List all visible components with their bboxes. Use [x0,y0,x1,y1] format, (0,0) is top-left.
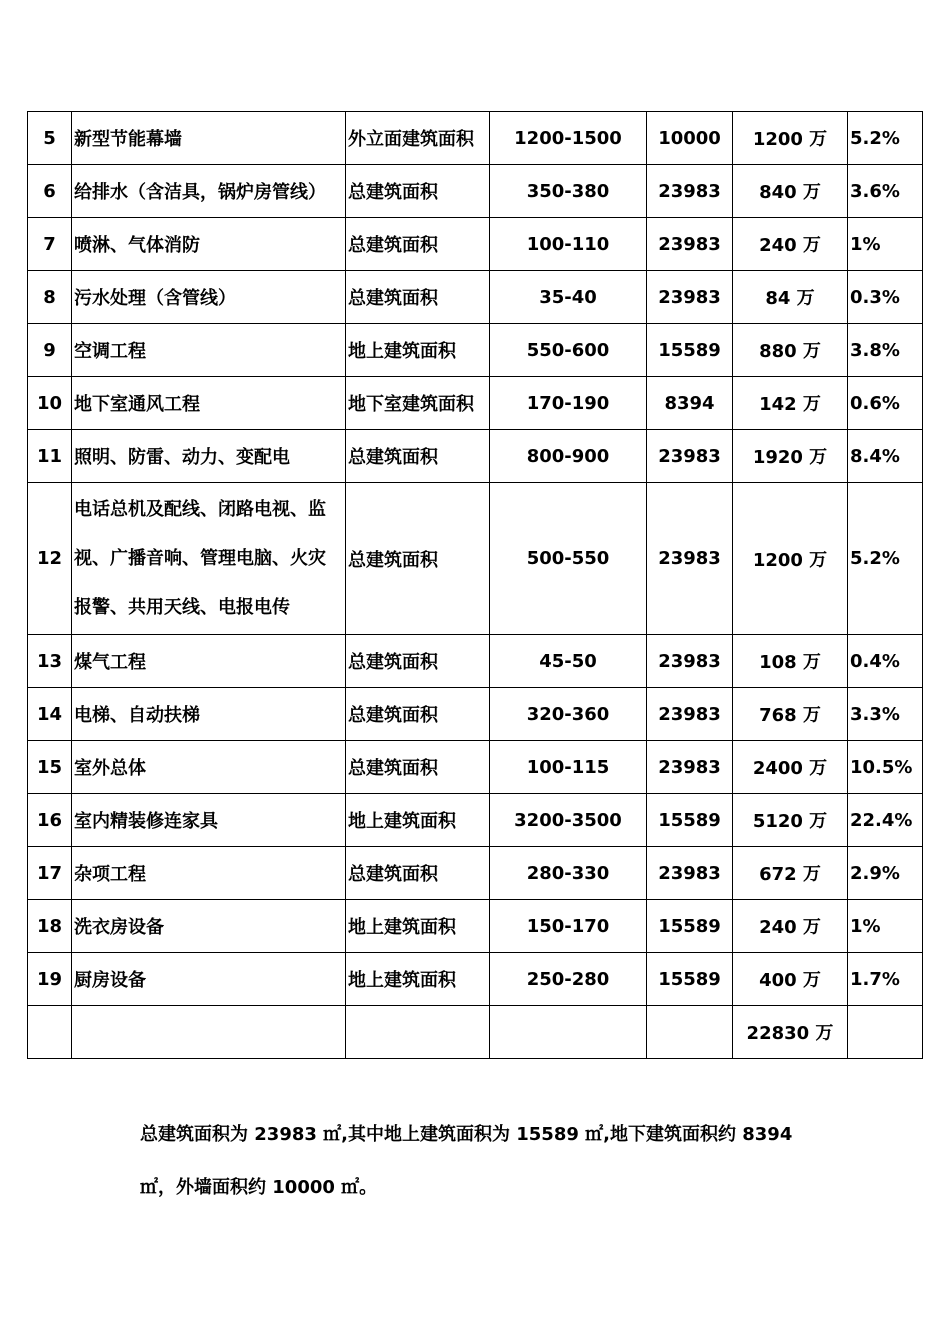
cell-item: 污水处理（含管线） [72,271,346,324]
cell-amount: 1200 万 [733,112,848,165]
summary-line-1 [140,1120,792,1146]
empty-cell [72,1006,346,1059]
cell-pct: 1% [848,218,923,271]
table-row [28,900,923,953]
cell-amount: 240 万 [733,900,848,953]
cell-area: 8394 [647,377,733,430]
cell-rate: 150-170 [490,900,647,953]
cell-rate: 500-550 [490,483,647,635]
cell-item: 厨房设备 [72,953,346,1006]
cell-basis: 总建筑面积 [346,688,490,741]
cell-pct: 1.7% [848,953,923,1006]
cell-no: 14 [28,688,72,741]
cell-basis: 总建筑面积 [346,218,490,271]
table-body [28,112,923,1059]
cell-basis: 总建筑面积 [346,847,490,900]
cell-basis: 地上建筑面积 [346,324,490,377]
cell-basis: 外立面建筑面积 [346,112,490,165]
cell-amount: 2400 万 [733,741,848,794]
cell-pct: 8.4% [848,430,923,483]
cell-no: 7 [28,218,72,271]
cell-item: 空调工程 [72,324,346,377]
empty-cell [647,1006,733,1059]
cell-pct: 3.8% [848,324,923,377]
cell-no: 13 [28,635,72,688]
cell-item: 室外总体 [72,741,346,794]
cell-item: 电话总机及配线、闭路电视、监视、广播音响、管理电脑、火灾报警、共用天线、电报电传 [72,483,346,635]
empty-cell [346,1006,490,1059]
cell-item: 给排水（含洁具，锅炉房管线） [72,165,346,218]
table-row [28,165,923,218]
cell-item: 电梯、自动扶梯 [72,688,346,741]
cell-item: 照明、防雷、动力、变配电 [72,430,346,483]
cost-estimate-table [27,111,923,1059]
cell-amount: 84 万 [733,271,848,324]
table-row [28,112,923,165]
cell-amount: 108 万 [733,635,848,688]
cell-no: 10 [28,377,72,430]
empty-cell [28,1006,72,1059]
cell-pct: 5.2% [848,112,923,165]
cell-amount: 672 万 [733,847,848,900]
cell-pct: 5.2% [848,483,923,635]
cell-amount: 880 万 [733,324,848,377]
cell-amount: 768 万 [733,688,848,741]
cell-item: 室内精装修连家具 [72,794,346,847]
cell-no: 18 [28,900,72,953]
table-row [28,741,923,794]
cell-rate: 550-600 [490,324,647,377]
summary-underground: ,地下建筑面积约 8394 [603,1124,793,1145]
cell-amount: 142 万 [733,377,848,430]
cell-area: 23983 [647,218,733,271]
cell-amount: 240 万 [733,218,848,271]
cell-no: 9 [28,324,72,377]
cell-area: 23983 [647,741,733,794]
cell-no: 15 [28,741,72,794]
cell-rate: 3200-3500 [490,794,647,847]
cell-area: 23983 [647,483,733,635]
table-row [28,377,923,430]
summary-total-area: 总建筑面积为 23983 ㎡ [140,1124,342,1145]
cell-basis: 地下室建筑面积 [346,377,490,430]
cell-item: 洗衣房设备 [72,900,346,953]
cell-rate: 800-900 [490,430,647,483]
cell-rate: 1200-1500 [490,112,647,165]
table-row [28,271,923,324]
table-row [28,794,923,847]
cell-area: 23983 [647,271,733,324]
cell-basis: 总建筑面积 [346,483,490,635]
cell-basis: 总建筑面积 [346,165,490,218]
cell-rate: 350-380 [490,165,647,218]
cell-area: 15589 [647,794,733,847]
cell-basis: 总建筑面积 [346,430,490,483]
total-row [28,1006,923,1059]
total-amount: 22830 万 [733,1006,848,1059]
table-row [28,953,923,1006]
table-row [28,483,923,635]
table-row [28,218,923,271]
cell-rate: 320-360 [490,688,647,741]
cell-no: 5 [28,112,72,165]
cell-rate: 100-110 [490,218,647,271]
cell-pct: 3.6% [848,165,923,218]
cell-area: 23983 [647,165,733,218]
cell-rate: 280-330 [490,847,647,900]
cell-rate: 100-115 [490,741,647,794]
cell-no: 16 [28,794,72,847]
cell-no: 17 [28,847,72,900]
cell-basis: 总建筑面积 [346,271,490,324]
table-row [28,324,923,377]
table-row [28,635,923,688]
summary-facade-area: ㎡，外墙面积约 10000 ㎡。 [140,1177,378,1198]
cell-basis: 地上建筑面积 [346,794,490,847]
cell-pct: 0.4% [848,635,923,688]
cell-pct: 3.3% [848,688,923,741]
cell-amount: 840 万 [733,165,848,218]
cell-item: 杂项工程 [72,847,346,900]
cell-item: 新型节能幕墙 [72,112,346,165]
cell-pct: 1% [848,900,923,953]
cell-amount: 400 万 [733,953,848,1006]
cell-amount: 1920 万 [733,430,848,483]
cell-basis: 地上建筑面积 [346,953,490,1006]
cell-area: 23983 [647,635,733,688]
cell-area: 10000 [647,112,733,165]
cell-pct: 0.6% [848,377,923,430]
cell-pct: 22.4% [848,794,923,847]
empty-cell [848,1006,923,1059]
cell-no: 11 [28,430,72,483]
cell-area: 15589 [647,900,733,953]
cell-item: 地下室通风工程 [72,377,346,430]
cell-rate: 45-50 [490,635,647,688]
cell-area: 23983 [647,688,733,741]
table-row [28,847,923,900]
cell-pct: 2.9% [848,847,923,900]
cell-no: 8 [28,271,72,324]
cell-item: 煤气工程 [72,635,346,688]
cell-basis: 总建筑面积 [346,741,490,794]
cell-basis: 地上建筑面积 [346,900,490,953]
cell-pct: 0.3% [848,271,923,324]
cell-area: 23983 [647,430,733,483]
cell-rate: 35-40 [490,271,647,324]
cell-area: 23983 [647,847,733,900]
table-row [28,430,923,483]
cell-item: 喷淋、气体消防 [72,218,346,271]
cell-no: 19 [28,953,72,1006]
cell-rate: 250-280 [490,953,647,1006]
cell-no: 6 [28,165,72,218]
cell-area: 15589 [647,953,733,1006]
cell-pct: 10.5% [848,741,923,794]
cell-amount: 5120 万 [733,794,848,847]
table-row [28,688,923,741]
cell-rate: 170-190 [490,377,647,430]
empty-cell [490,1006,647,1059]
cell-no: 12 [28,483,72,635]
cell-area: 15589 [647,324,733,377]
cell-amount: 1200 万 [733,483,848,635]
summary-above-ground: ,其中地上建筑面积为 15589 ㎡ [341,1124,604,1145]
cell-basis: 总建筑面积 [346,635,490,688]
summary-line-2 [140,1173,377,1199]
